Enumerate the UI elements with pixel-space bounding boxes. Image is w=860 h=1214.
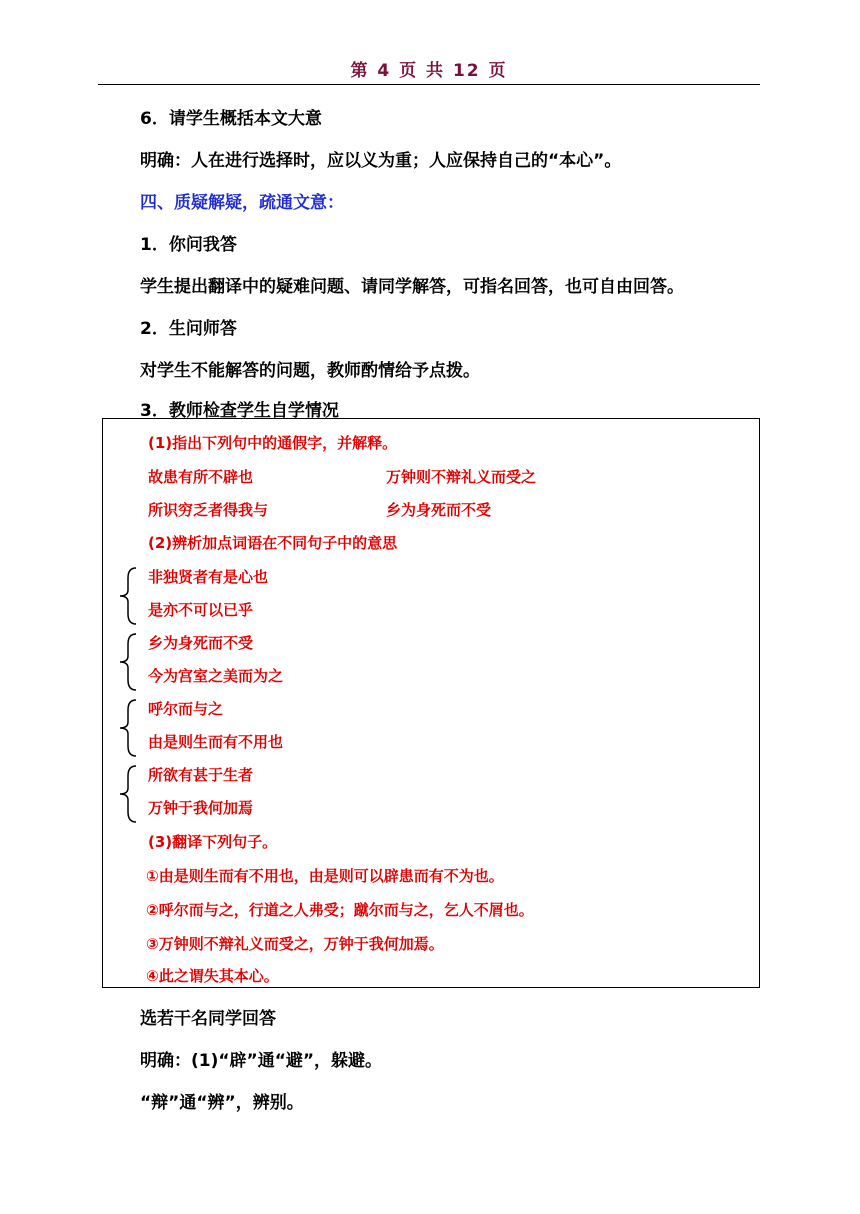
- q1-item-c: 所识穷乏者得我与: [148, 501, 269, 519]
- question-3: (3)翻译下列句子。: [148, 833, 278, 851]
- pair1-line1: 非独贤者有是心也: [148, 568, 269, 586]
- sub1-text: 学生提出翻译中的疑难问题、请同学解答，可指名回答，也可自由回答。: [140, 277, 684, 297]
- pair1-line2: 是亦不可以已乎: [148, 601, 254, 619]
- sentence-1: ①由是则生而有不用也，由是则可以辟患而有不为也。: [146, 867, 504, 885]
- pair4-line1: 所欲有甚于生者: [148, 766, 254, 784]
- q1-item-b: 万钟则不辩礼义而受之: [386, 468, 537, 486]
- q1-item-a: 故患有所不辟也: [148, 468, 254, 486]
- item-6: 6．请学生概括本文大意: [140, 109, 322, 129]
- brace-icon: [116, 566, 140, 626]
- pair4-line2: 万钟于我何加焉: [148, 799, 254, 817]
- question-1: (1)指出下列句中的通假字，并解释。: [148, 434, 398, 452]
- q1-item-d: 乡为身死而不受: [386, 501, 492, 519]
- question-2: (2)辨析加点词语在不同句子中的意思: [148, 534, 398, 552]
- sub3-title: 3．教师检查学生自学情况: [140, 401, 339, 421]
- sub1-title: 1．你问我答: [140, 235, 237, 255]
- clarify-text: 明确：人在进行选择时，应以义为重；人应保持自己的“本心”。: [140, 151, 622, 171]
- pair3-line2: 由是则生而有不用也: [148, 733, 284, 751]
- clarify-answer: 明确：(1)“辟”通“避”，躲避。: [140, 1051, 383, 1071]
- brace-icon: [116, 764, 140, 824]
- section-heading: 四、质疑解疑，疏通文意：: [140, 193, 344, 213]
- sub2-title: 2．生问师答: [140, 319, 237, 339]
- brace-icon: [116, 698, 140, 758]
- sub2-text: 对学生不能解答的问题，教师酌情给予点拨。: [140, 361, 480, 381]
- brace-icon: [116, 632, 140, 692]
- pair2-line1: 乡为身死而不受: [148, 634, 254, 652]
- sentence-4: ④此之谓失其本心。: [146, 967, 279, 985]
- sentence-3: ③万钟则不辩礼义而受之，万钟于我何加焉。: [146, 935, 444, 953]
- choose-students: 选若干名同学回答: [140, 1009, 276, 1029]
- page-indicator: 第 4 页 共 12 页: [350, 61, 508, 81]
- sentence-2: ②呼尔而与之，行道之人弗受；蹴尔而与之，乞人不屑也。: [146, 901, 534, 919]
- answer-note: “辩”通“辨”，辨别。: [140, 1093, 304, 1113]
- pair2-line2: 今为宫室之美而为之: [148, 667, 284, 685]
- pair3-line1: 呼尔而与之: [148, 700, 224, 718]
- page-header: [98, 50, 760, 85]
